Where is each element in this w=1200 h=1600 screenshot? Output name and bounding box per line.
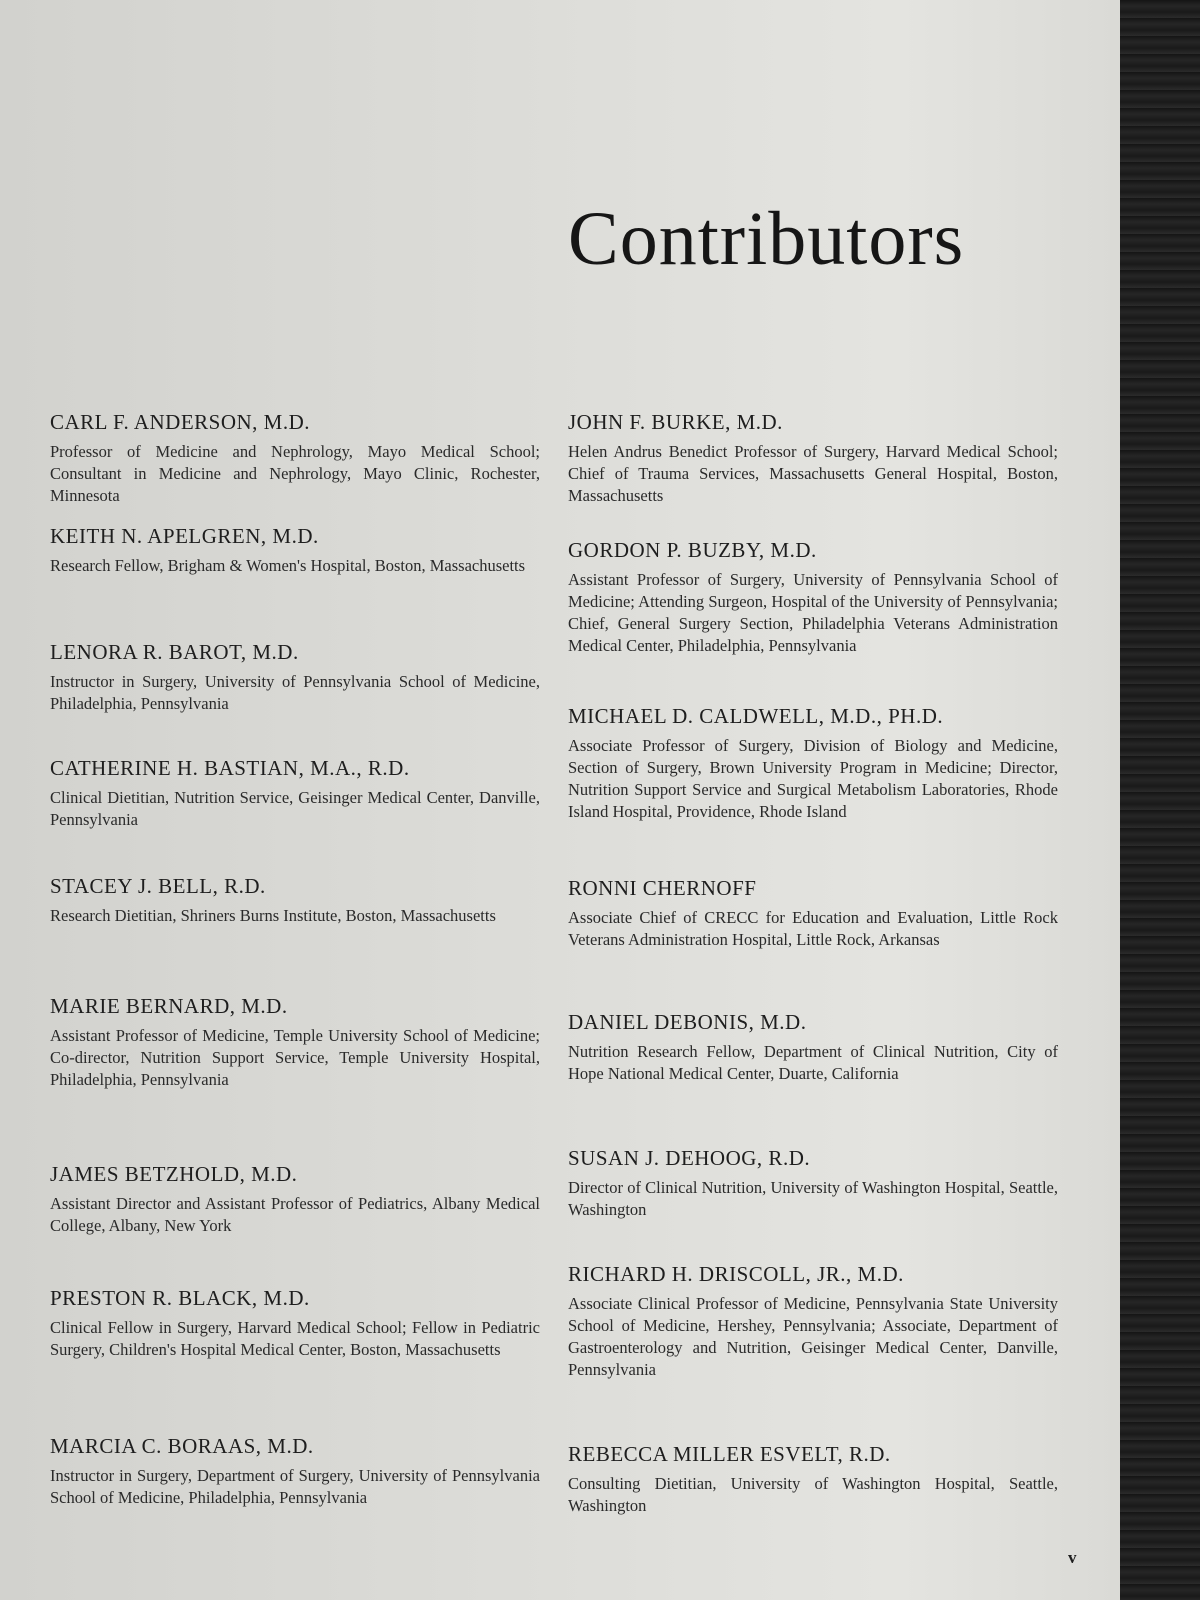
contributor-name: CARL F. ANDERSON, M.D.: [50, 410, 310, 434]
contributor-entry: [50, 1434, 540, 1509]
contributor-name: DANIEL DEBONIS, M.D.: [568, 1010, 807, 1034]
contributor-affiliation: Clinical Fellow in Surgery, Harvard Medical School; Fellow in Pediatric Surgery, Children's Hospital Medical Center, Boston, Massachusetts: [50, 1318, 540, 1359]
contributor-name: GORDON P. BUZBY, M.D.: [568, 538, 817, 562]
contributor-entry: [50, 756, 540, 831]
contributor-affiliation: Associate Professor of Surgery, Division of Biology and Medicine, Section of Surgery, Brown University Program in Medicine; Director, Nutrition Support Service and Surgical Metabolism Laboratories, Rhode Island Hospital, Providence, Rhode Island: [568, 736, 1058, 821]
contributor-name: JAMES BETZHOLD, M.D.: [50, 1162, 298, 1186]
contributor-affiliation: Instructor in Surgery, University of Pennsylvania School of Medicine, Philadelphia, Pennsylvania: [50, 672, 540, 713]
contributor-affiliation: Research Fellow, Brigham & Women's Hospital, Boston, Massachusetts: [50, 556, 526, 575]
contributor-name: SUSAN J. DEHOOG, R.D.: [568, 1146, 811, 1170]
contributor-entry: [568, 704, 1058, 823]
contributor-affiliation: Clinical Dietitian, Nutrition Service, Geisinger Medical Center, Danville, Pennsylvania: [50, 788, 540, 829]
contributor-affiliation: Associate Clinical Professor of Medicine, Pennsylvania State University School of Medicine, Hershey, Pennsylvania; Associate, Department of Gastroenterology and Nutrition, Geisinger Medical Center, Danville, Pennsylvania: [568, 1294, 1058, 1379]
contributor-affiliation: Nutrition Research Fellow, Department of Clinical Nutrition, City of Hope National Medical Center, Duarte, California: [568, 1042, 1058, 1083]
contributor-affiliation: Associate Chief of CRECC for Education and Evaluation, Little Rock Veterans Administration Hospital, Little Rock, Arkansas: [568, 908, 1058, 949]
contributor-affiliation: Helen Andrus Benedict Professor of Surgery, Harvard Medical School; Chief of Trauma Services, Massachusetts General Hospital, Boston, Massachusetts: [568, 442, 1058, 505]
contributor-name: KEITH N. APELGREN, M.D.: [50, 524, 319, 548]
contributor-name: MARIE BERNARD, M.D.: [50, 994, 288, 1018]
contributor-affiliation: Assistant Director and Assistant Professor of Pediatrics, Albany Medical College, Albany, New York: [50, 1194, 540, 1235]
contributor-name: LENORA R. BAROT, M.D.: [50, 640, 299, 664]
contributor-entry: [568, 1146, 1058, 1221]
contributor-entry: [568, 1010, 1058, 1085]
table-surface: [1120, 0, 1200, 1600]
contributor-entry: [50, 1286, 540, 1361]
contributor-affiliation: Research Dietitian, Shriners Burns Institute, Boston, Massachusetts: [50, 906, 496, 925]
contributor-name: RICHARD H. DRISCOLL, JR., M.D.: [568, 1262, 904, 1286]
contributor-entry: [568, 538, 1058, 657]
contributor-name: REBECCA MILLER ESVELT, R.D.: [568, 1442, 891, 1466]
contributor-affiliation: Assistant Professor of Surgery, University of Pennsylvania School of Medicine; Attending Surgeon, Hospital of the University of Pennsylvania; Chief, General Surgery Section, Philadelphia Veterans Administration Medical Center, Philadelphia, Pennsylvania: [568, 570, 1058, 655]
contributor-entry: [568, 1262, 1058, 1381]
contributor-name: STACEY J. BELL, R.D.: [50, 874, 266, 898]
contributor-entry: [50, 410, 540, 507]
page-number: v: [1068, 1548, 1077, 1567]
contributor-entry: [50, 640, 540, 715]
contributor-entry: [50, 1162, 540, 1237]
contributor-affiliation: Professor of Medicine and Nephrology, Mayo Medical School; Consultant in Medicine and Nephrology, Mayo Clinic, Rochester, Minnesota: [50, 442, 540, 505]
contributor-name: JOHN F. BURKE, M.D.: [568, 410, 783, 434]
contributor-entry: [50, 874, 540, 927]
contributor-entry: [50, 994, 540, 1091]
contributor-name: PRESTON R. BLACK, M.D.: [50, 1286, 310, 1310]
contributor-affiliation: Assistant Professor of Medicine, Temple University School of Medicine; Co-director, Nutrition Support Service, Temple University Hospital, Philadelphia, Pennsylvania: [50, 1026, 540, 1089]
contributor-entry: [568, 410, 1058, 507]
contributor-name: MARCIA C. BORAAS, M.D.: [50, 1434, 314, 1458]
contributor-entry: [568, 876, 1058, 951]
contributor-affiliation: Director of Clinical Nutrition, University of Washington Hospital, Seattle, Washington: [568, 1178, 1058, 1219]
page-title: Contributors: [568, 197, 965, 281]
contributor-entry: [568, 1442, 1058, 1517]
contributor-name: RONNI CHERNOFF: [568, 876, 757, 900]
contributor-name: MICHAEL D. CALDWELL, M.D., PH.D.: [568, 704, 944, 728]
contributor-name: CATHERINE H. BASTIAN, M.A., R.D.: [50, 756, 410, 780]
contributor-affiliation: Instructor in Surgery, Department of Surgery, University of Pennsylvania School of Medicine, Philadelphia, Pennsylvania: [50, 1466, 540, 1507]
contributor-entry: [50, 524, 540, 577]
contributor-affiliation: Consulting Dietitian, University of Washington Hospital, Seattle, Washington: [568, 1474, 1058, 1515]
